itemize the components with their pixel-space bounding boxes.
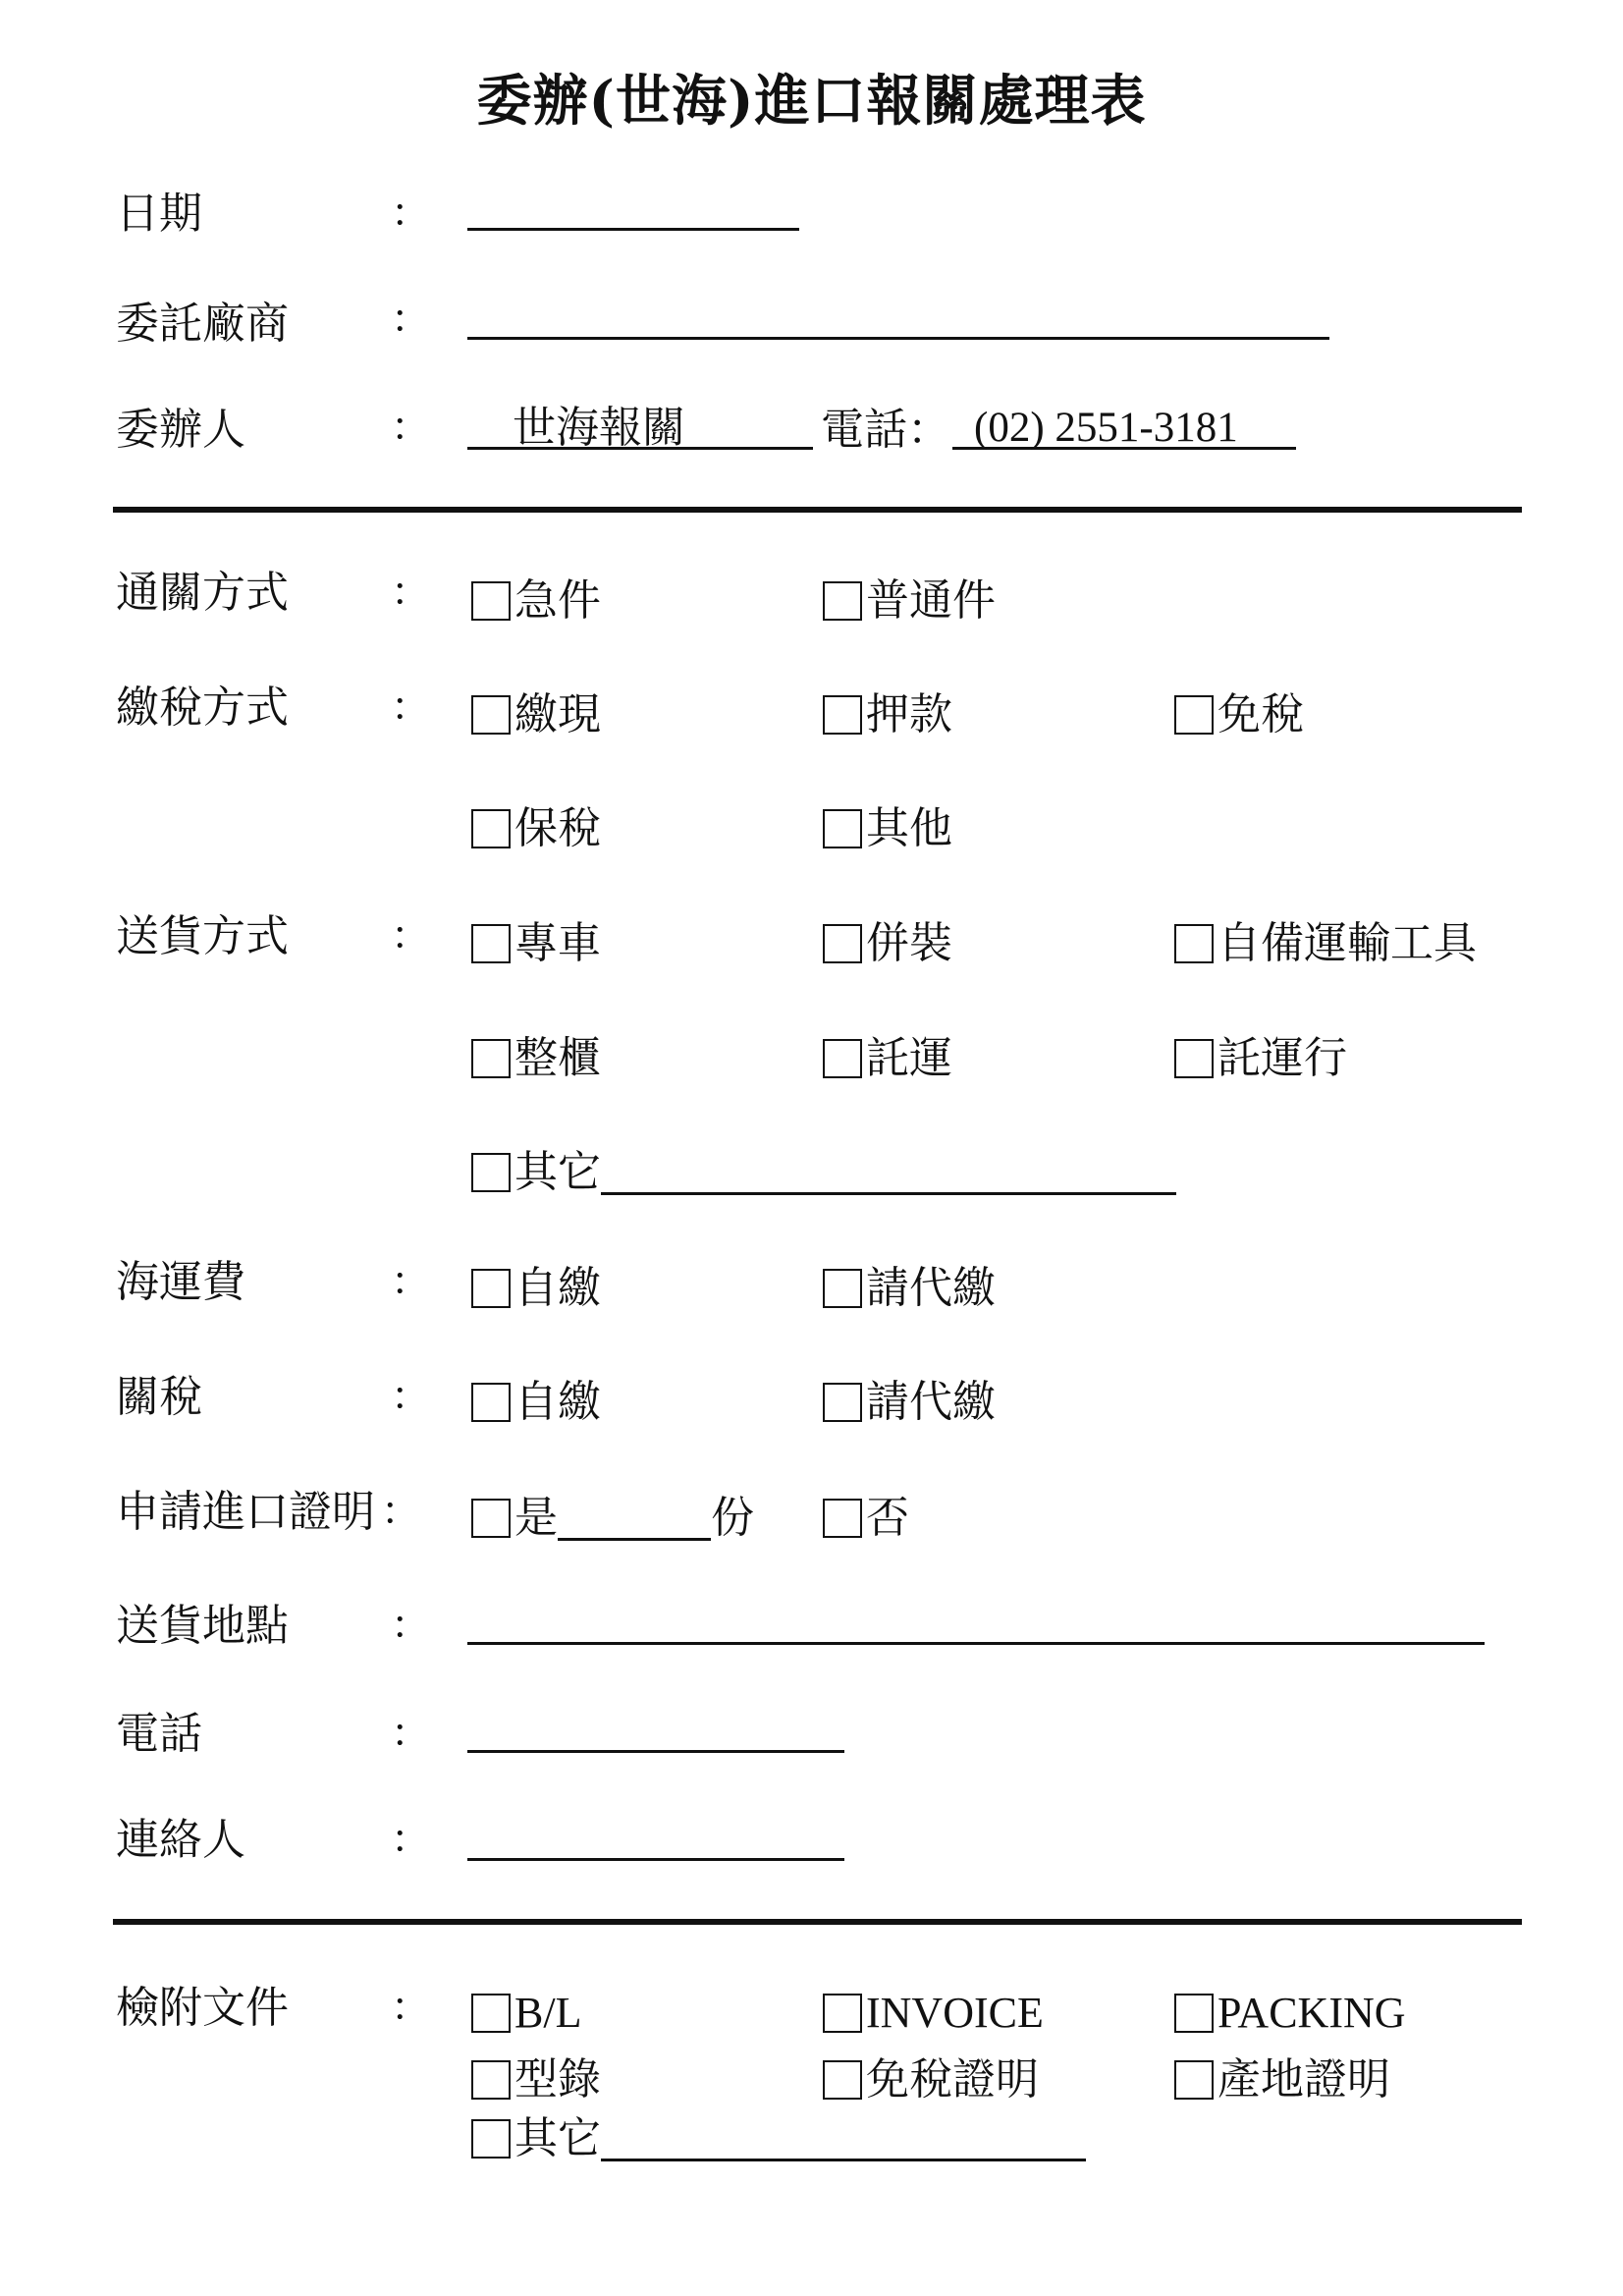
delivery-location-label: 送貨地點 <box>116 1601 289 1651</box>
delivery-option-full-container[interactable]: 整櫃 <box>471 1031 601 1086</box>
checkbox[interactable] <box>471 1039 511 1078</box>
checkbox[interactable] <box>823 695 862 735</box>
checkbox[interactable] <box>1174 1039 1214 1078</box>
checkbox[interactable] <box>471 924 511 963</box>
duty-option-agent-pay[interactable]: 請代繳 <box>823 1375 996 1430</box>
attachment-option-other[interactable]: 其它 <box>471 2111 1086 2166</box>
customs-duty-label: 關稅 <box>116 1372 202 1422</box>
checkbox[interactable] <box>823 1039 862 1078</box>
import-certificate-label: 申請進口證明 <box>116 1487 375 1537</box>
agent-phone-value: (02) 2551-3181 <box>974 405 1238 451</box>
colon: ： <box>391 1374 430 1419</box>
checkbox[interactable] <box>823 809 862 848</box>
contact-field[interactable] <box>467 1858 844 1861</box>
colon: ： <box>391 297 430 342</box>
colon: ： <box>391 1711 430 1756</box>
agent-value: 世海報關 <box>513 403 685 453</box>
tax-option-cash[interactable]: 繳現 <box>471 687 601 742</box>
contact-label: 連絡人 <box>116 1815 245 1865</box>
checkbox[interactable] <box>823 1499 862 1538</box>
delivery-option-dedicated[interactable]: 專車 <box>471 916 601 971</box>
tax-option-other[interactable]: 其他 <box>823 801 952 856</box>
duty-option-self-pay[interactable]: 自繳 <box>471 1375 601 1430</box>
tax-option-bonded[interactable]: 保稅 <box>471 801 601 856</box>
colon: ： <box>381 1489 420 1534</box>
checkbox[interactable] <box>1174 924 1214 963</box>
clearance-label: 通關方式 <box>116 568 289 618</box>
checkbox[interactable] <box>471 1269 511 1308</box>
agent-label: 委辦人 <box>116 405 245 455</box>
checkbox[interactable] <box>471 1499 511 1538</box>
checkbox[interactable] <box>823 924 862 963</box>
colon: ： <box>391 1259 430 1304</box>
checkbox[interactable] <box>823 581 862 621</box>
checkbox[interactable] <box>471 2119 511 2159</box>
colon: ： <box>391 1817 430 1862</box>
tax-payment-label: 繳稅方式 <box>116 683 289 733</box>
tax-option-deposit[interactable]: 押款 <box>823 687 952 742</box>
checkbox[interactable] <box>471 1383 511 1422</box>
attachment-option-bl[interactable]: B/L <box>471 1986 581 2041</box>
checkbox[interactable] <box>471 1153 511 1192</box>
checkbox[interactable] <box>471 695 511 735</box>
clearance-option-normal[interactable]: 普通件 <box>823 574 996 629</box>
checkbox[interactable] <box>471 2060 511 2100</box>
checkbox[interactable] <box>823 1994 862 2033</box>
section-divider <box>113 507 1522 513</box>
checkbox[interactable] <box>1174 1994 1214 2033</box>
section-divider <box>113 1919 1522 1925</box>
colon: ： <box>391 570 430 615</box>
clearance-option-urgent[interactable]: 急件 <box>471 574 601 629</box>
checkbox[interactable] <box>1174 695 1214 735</box>
tax-option-exempt[interactable]: 免稅 <box>1174 687 1304 742</box>
attachment-option-tax-exempt-cert[interactable]: 免稅證明 <box>823 2052 1039 2107</box>
delivery-option-consolidated[interactable]: 併裝 <box>823 916 952 971</box>
freight-option-self-pay[interactable]: 自繳 <box>471 1261 601 1316</box>
colon: ： <box>391 684 430 730</box>
phone-label: 電話 <box>116 1709 202 1759</box>
client-label: 委託廠商 <box>116 299 289 349</box>
attachment-option-catalog[interactable]: 型錄 <box>471 2052 601 2107</box>
checkbox[interactable] <box>823 1269 862 1308</box>
agent-phone-label: 電話： <box>821 405 950 455</box>
checkbox[interactable] <box>823 2060 862 2100</box>
date-field[interactable] <box>467 228 799 231</box>
form-title: 委辦(世海)進口報關處理表 <box>476 69 1147 134</box>
delivery-option-consignment[interactable]: 託運 <box>823 1031 952 1086</box>
delivery-other-field[interactable] <box>601 1151 1176 1195</box>
delivery-option-forwarder[interactable]: 託運行 <box>1174 1031 1347 1086</box>
checkbox[interactable] <box>823 1383 862 1422</box>
attachment-other-field[interactable] <box>601 2117 1086 2161</box>
colon: ： <box>391 1603 430 1648</box>
phone-field[interactable] <box>467 1750 844 1753</box>
checkbox[interactable] <box>1174 2060 1214 2100</box>
attachments-label: 檢附文件 <box>116 1983 289 2033</box>
client-field[interactable] <box>467 337 1329 340</box>
attachment-option-packing[interactable]: PACKING <box>1174 1986 1406 2041</box>
checkbox[interactable] <box>471 581 511 621</box>
ocean-freight-label: 海運費 <box>116 1257 245 1307</box>
certificate-copies-field[interactable] <box>558 1497 711 1541</box>
colon: ： <box>391 191 430 236</box>
checkbox[interactable] <box>471 1994 511 2033</box>
freight-option-agent-pay[interactable]: 請代繳 <box>823 1261 996 1316</box>
colon: ： <box>391 405 430 450</box>
checkbox[interactable] <box>471 809 511 848</box>
delivery-option-own-transport[interactable]: 自備運輸工具 <box>1174 916 1477 971</box>
certificate-option-yes[interactable]: 是 份 <box>471 1491 754 1546</box>
certificate-option-no[interactable]: 否 <box>823 1491 909 1546</box>
attachment-option-invoice[interactable]: INVOICE <box>823 1986 1044 2041</box>
attachment-option-origin-cert[interactable]: 產地證明 <box>1174 2052 1390 2107</box>
colon: ： <box>391 1985 430 2030</box>
colon: ： <box>391 913 430 958</box>
delivery-location-field[interactable] <box>467 1642 1485 1645</box>
date-label: 日期 <box>116 189 202 239</box>
delivery-method-label: 送貨方式 <box>116 911 289 961</box>
delivery-option-other[interactable]: 其它 <box>471 1145 1176 1200</box>
